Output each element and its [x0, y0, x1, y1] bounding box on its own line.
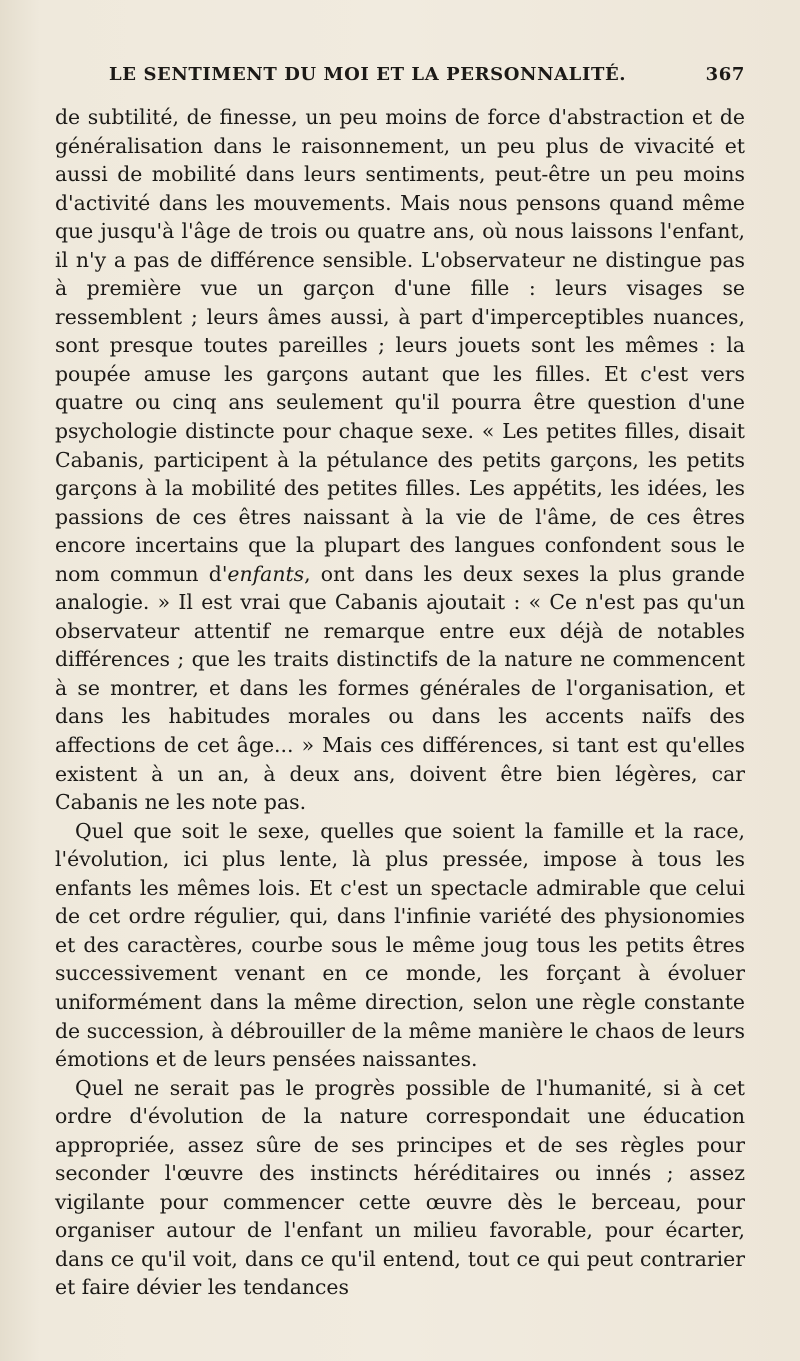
paragraph-2	[55, 817, 745, 1074]
text-span: Quel que soit le sexe, quelles que soient la famille et la race, l'évolution, ici plus lente, là plus pressée, impose à tous les enfants les mêmes lois. Et c'est un spectacle admirable que celui de cet ordre régulier, qui, dans l'infinie variété des physionomies et des caractères, courbe sous le même joug tous les petits êtres successivement venant en ce monde, les forçant à évoluer uniformément dans la même direction, selon une règle constante de succession, à débrouiller de la même manière le chaos de leurs émotions et de leurs pensées naissantes.	[55, 818, 745, 1072]
text-span: , ont dans les deux sexes la plus grande analogie. » Il est vrai que Cabanis ajoutait : « Ce n'est pas qu'un observateur attentif ne remarque entre eux déjà de notables différences ; que les traits distinctifs de la nature ne commencent à se montrer, et dans les formes générales de l'organisation, et dans les habitudes morales ou dans les accents naïfs des affections de cet âge... » Mais ces différences, si tant est qu'elles existent à un an, à deux ans, doivent être bien légères, car Cabanis ne les note pas.	[55, 561, 745, 815]
paragraph-3	[55, 1074, 745, 1302]
body-text	[55, 103, 745, 1302]
page-header	[55, 64, 745, 92]
text-span: de subtilité, de finesse, un peu moins de force d'abstraction et de généralisation dans le raisonnement, un peu plus de vivacité et aussi de mobilité dans leurs sentiments, peut-être un peu moins d'activité dans les mouvements. Mais nous pensons quand même que jusqu'à l'âge de trois ou quatre ans, où nous laissons l'enfant, il n'y a pas de différence sensible. L'observateur ne distingue pas à première vue un garçon d'une fille : leurs visages se ressemblent ; leurs âmes aussi, à part d'imperceptibles nuances, sont presque toutes pareilles ; leurs jouets sont les mêmes : la poupée amuse les garçons autant que les filles. Et c'est vers quatre ou cinq ans seulement qu'il pourra être question d'une psychologie distincte pour chaque sexe. « Les petites filles, disait Cabanis, participent à la pétulance des petits garçons, les petits garçons à la mobilité des petites filles. Les appétits, les idées, les passions de ces êtres naissant à la vie de l'âme, de ces êtres encore incertains que la plupart des langues confondent sous le nom commun d'	[55, 105, 745, 586]
page-number: 367	[705, 64, 745, 85]
running-title: LE SENTIMENT DU MOI ET LA PERSONNALITÉ.	[109, 64, 627, 85]
paragraph-1	[55, 103, 745, 817]
italic-word: enfants	[227, 561, 305, 586]
text-span: Quel ne serait pas le progrès possible de l'humanité, si à cet ordre d'évolution de la nature correspondait une éducation appropriée, assez sûre de ses principes et de ses règles pour seconder l'œuvre des instincts héréditaires ou innés ; assez vigilante pour commencer cette œuvre dès le berceau, pour organiser autour de l'enfant un milieu favorable, pour écarter, dans ce qu'il voit, dans ce qu'il entend, tout ce qui peut contrarier et faire dévier les tendances	[55, 1075, 745, 1300]
